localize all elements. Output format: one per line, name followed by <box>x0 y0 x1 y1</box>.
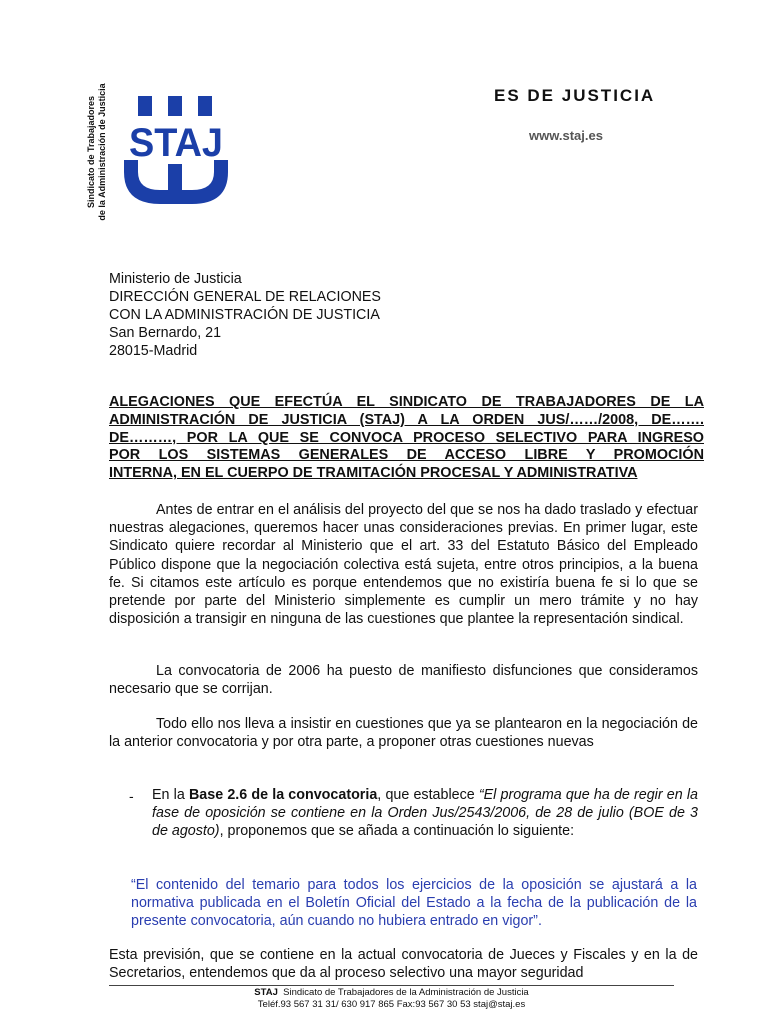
proposal-quote: “El contenido del temario para todos los ejercicios de la oposición se ajustará a la normativa publicada en el Boletín Oficial del Estado a la fecha de la publicación de la presente convocatoria, aún cuando no hubiera entrado en vigor”. <box>131 877 697 930</box>
website-link[interactable]: www.staj.es <box>529 128 603 143</box>
paragraph-2006 <box>109 662 698 698</box>
footer-divider <box>109 985 674 986</box>
page-footer <box>109 987 674 1011</box>
footer-org-name: Sindicato de Trabajadores de la Administración de Justicia <box>283 987 529 998</box>
paragraph-text: Antes de entrar en el análisis del proyecto del que se nos ha dado traslado y efectuar nuestras alegaciones, queremos hacer unas consideraciones previas. En primer lugar, este Sindicato quiere recordar al Ministerio que el art. 33 del Estatuto Básico del Empleado Público dispone que la negociación colectiva está sujeta, entre otros principios, a la buena fe. Si citamos este artículo es porque entendemos que no existiría buena fe si lo que se pretende por parte del Ministerio simplemente es cumplir un mero trámite y no hay disposición a transigir en ninguna de las cuestiones que plantee la representación sindical. <box>109 502 698 628</box>
logo-mark-text: STAJ <box>129 121 223 165</box>
paragraph-text: Todo ello nos lleva a insistir en cuestiones que ya se plantearon en la negociación de la anterior convocatoria y por otra parte, a proponer otras cuestiones nuevas <box>109 716 698 751</box>
union-name-line-2: de la Administración de Justicia <box>97 83 107 221</box>
paragraph-intro <box>109 501 698 628</box>
bullet-bold: Base 2.6 de la convocatoria <box>188 787 378 803</box>
title-line: DE………, POR LA QUE SE CONVOCA PROCESO SELECTIVO PARA INGRESO <box>109 429 704 446</box>
address-line: CON LA ADMINISTRACIÓN DE JUSTICIA <box>109 307 380 323</box>
footer-contact: Teléf.93 567 31 31/ 630 917 865 Fax:93 567 30 53 staj@staj.es <box>257 999 526 1010</box>
title-line: INTERNA, EN EL CUERPO DE TRAMITACIÓN PROCESAL Y ADMINISTRATIVA <box>109 465 638 482</box>
title-line: ADMINISTRACIÓN DE JUSTICIA (STAJ) A LA ORDEN JUS/……/2008, DE……. <box>109 411 704 428</box>
paragraph-cuestiones <box>109 715 698 751</box>
bullet-italic: “El programa que ha de regir en la fase de oposición se contiene en la Orden Jus/2543/2006, de 28 de julio (BOE de 3 de agosto) <box>152 787 698 840</box>
bullet-dash: - <box>129 788 134 804</box>
union-name-vertical <box>82 83 112 221</box>
footer-org-abbr: STAJ <box>254 987 278 998</box>
title-line: POR LOS SISTEMAS GENERALES DE ACCESO LIBRE Y PROMOCIÓN <box>109 447 704 464</box>
bullet-base-2-6 <box>152 786 698 841</box>
union-name-line-1: Sindicato de Trabajadores <box>86 95 96 209</box>
address-line: San Bernardo, 21 <box>109 325 222 341</box>
bullet-middle: , que establece <box>377 787 479 803</box>
address-line: DIRECCIÓN GENERAL DE RELACIONES <box>109 289 381 305</box>
bullet-tail: , proponemos que se añada a continuación lo siguiente: <box>219 823 575 840</box>
paragraph-prevision: Esta previsión, que se contiene en la actual convocatoria de Jueces y Fiscales y en la de Secretarios, entendemos que da al proceso selectivo una mayor seguridad <box>109 947 698 982</box>
bullet-lead: En la <box>152 787 189 803</box>
document-title <box>109 394 704 483</box>
address-line: 28015-Madrid <box>109 343 198 359</box>
paragraph-text: La convocatoria de 2006 ha puesto de manifiesto disfunciones que consideramos necesario que se corrijan. <box>109 663 698 698</box>
title-line: ALEGACIONES QUE EFECTÚA EL SINDICATO DE TRABAJADORES DE LA <box>109 394 704 410</box>
staj-logo <box>120 92 232 208</box>
address-line: Ministerio de Justicia <box>109 271 242 287</box>
recipient-address <box>109 270 381 360</box>
slogan: ES DE JUSTICIA <box>494 86 656 105</box>
